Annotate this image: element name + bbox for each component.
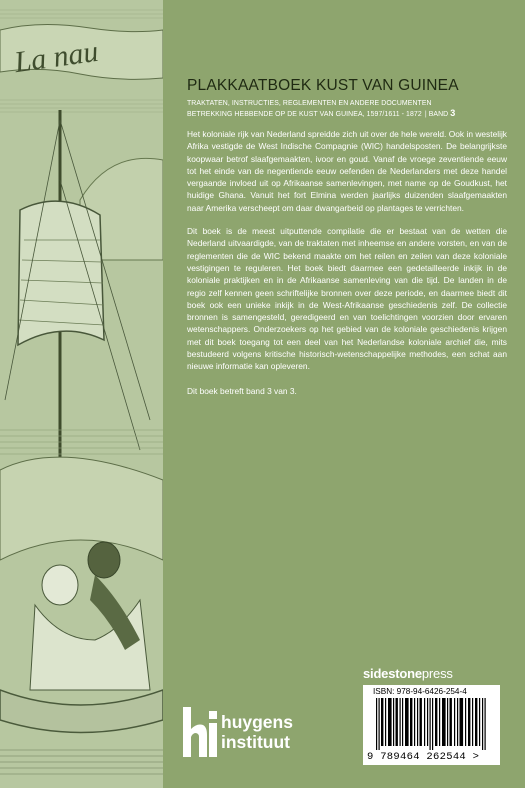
book-subtitle — [187, 99, 507, 119]
engraving-illustration — [0, 0, 163, 788]
publisher-logo — [363, 666, 453, 681]
engraving-caption: La nau — [12, 34, 101, 80]
blurb-paragraph-3: Dit boek betreft band 3 van 3. — [187, 385, 297, 396]
publisher-name-light: press — [421, 666, 453, 681]
barcode-bars — [367, 698, 496, 750]
huygens-line-1: huygens — [221, 712, 293, 732]
band-number: 3 — [450, 107, 456, 118]
book-title: PLAKKAATBOEK KUST VAN GUINEA — [187, 77, 459, 94]
blurb — [187, 128, 507, 409]
blurb-paragraph-1: Het koloniale rijk van Nederland spreidde zich uit over de hele wereld. Ook in westelijk Afrika vestigde de West Indische Compagnie (WIC) handelsposten. De belangrijkste koopwaar betrof slaafgemaakten, ivoor en goud. Vanaf de vroege zeventiende eeuw tot het einde van de negentiende eeuw oefenden de Nederlanders met deze handel vergaande invloed uit op Afrikaanse samenlevingen, met name op de Goudkust, het huidige Ghana. Vanuit het fort Elmina werden jaarlijks duizenden slaafgemaakten naar Amerika verscheept om daar dwangarbeid op plantages te verrichten. — [187, 129, 507, 213]
isbn-text: ISBN: 978-94-6426-254-4 — [373, 687, 467, 696]
huygens-wordmark — [221, 712, 293, 752]
hi-monogram-icon — [183, 707, 217, 757]
publisher-name-bold: sidestone — [363, 666, 422, 681]
blurb-paragraph-2: Dit boek is de meest uitputtende compilatie die er bestaat van de wetten die Nederland uitvaardigde, van de traktaten met inheemse en andere vorsten, en van de reglementen die de WIC bekend maakte om het reilen en zeilen van deze koloniale vestigingen te reguleren. Het boek biedt daarmee een gedetailleerde inkijk in de koloniale praktijken en in de Afrikaanse samenleving van die tijd. De landen in de regio zelf kennen geen schriftelijke bronnen over deze periode, en daarmee biedt dit boek ook een unieke inkijk in de West-Afrikaanse geschiedenis zelf. De collectie bronnen is samengesteld, geredigeerd en van toelichtingen voorzien door ervaren wetenschappers. Onderzoekers op het gebied van de koloniale geschiedenis krijgen met dit boek toegang tot een deel van het Nederlandse koloniale archief die, mits bestudeerd volgens kritische historisch-wetenschappelijke methodes, een schat aan nieuwe informatie kan opleveren. — [187, 226, 507, 372]
isbn-barcode — [363, 685, 500, 765]
huygens-line-2: instituut — [221, 732, 291, 752]
barcode-digits: 9 789464 262544 > — [367, 751, 480, 763]
subtitle-line-2 — [187, 109, 507, 120]
title-block — [187, 77, 507, 119]
band-label: | BAND — [424, 110, 449, 118]
subtitle-line-1: TRAKTATEN, INSTRUCTIES, REGLEMENTEN EN ANDERE DOCUMENTEN — [187, 100, 432, 107]
subtitle-line-2-text: BETREKKING HEBBENDE OP DE KUST VAN GUINEA, 1597/1611 - 1872 — [187, 110, 422, 118]
